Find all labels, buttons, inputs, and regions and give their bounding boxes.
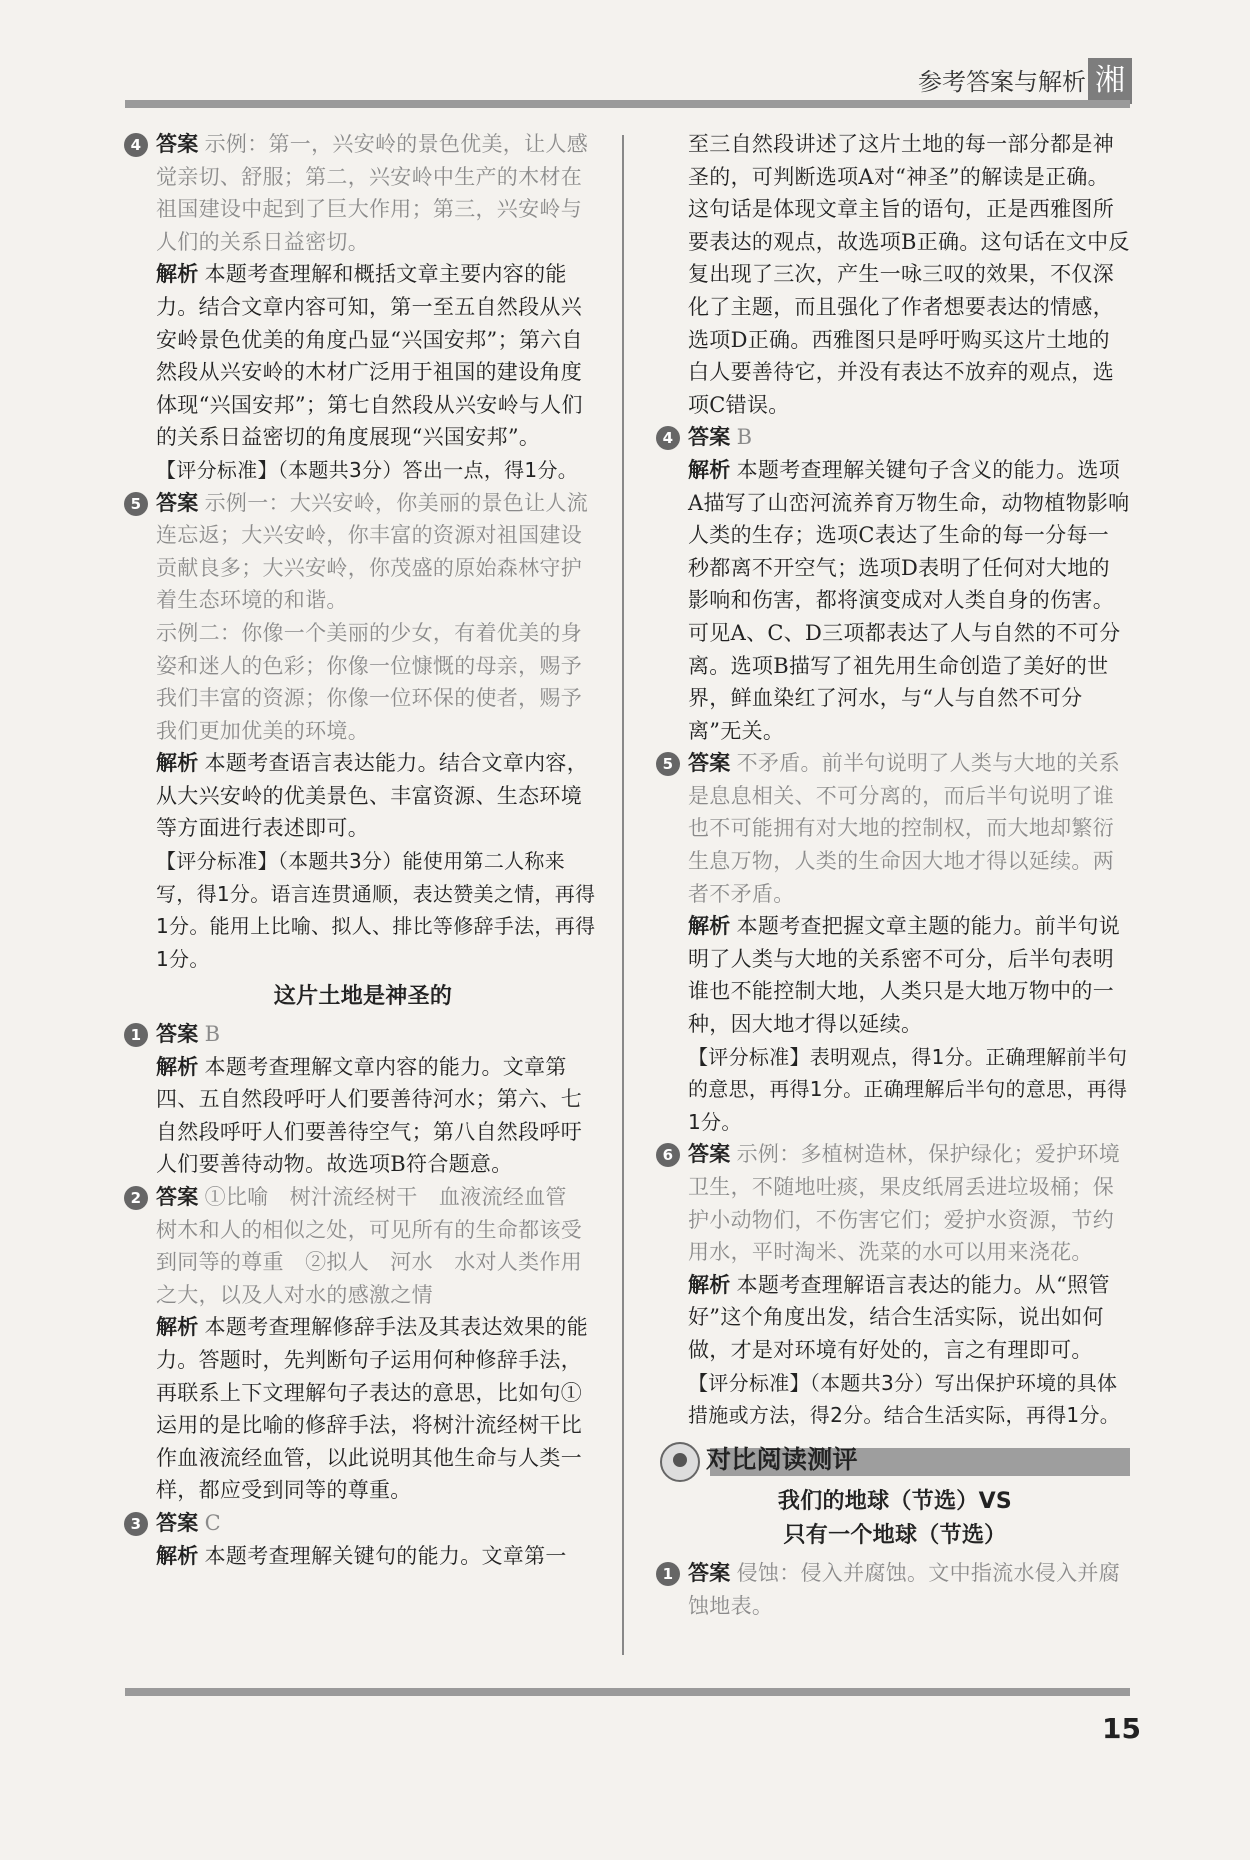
region-badge: 湘	[1088, 58, 1132, 104]
analysis-label: 解析	[156, 751, 199, 776]
comparison-banner	[660, 1442, 1130, 1482]
question-4-entry	[128, 128, 598, 487]
analysis-continued-text: 至三自然段讲述了这片土地的每一部分都是神圣的，可判断选项A对“神圣”的解读是正确。这句话是体现文章主旨的语句，正是西雅图所要表达的观点，故选项B正确。这句话在文中反复出现了三次，产生一咏三叹的效果，不仅深化了主题，而且强化了作者想要表达的情感，选项D正确。西雅图只是呼吁购买这片土地的白人要善待它，并没有表达不放弃的观点，选项C错误。	[688, 132, 1130, 417]
comparison-title-line-1: 我们的地球（节选）VS	[777, 1488, 1013, 1514]
scoring-standard: 【评分标准】（本题共3分）能使用第二人称来写，得1分。语言连贯通顺，表达赞美之情，再得1分。能用上比喻、拟人、排比等修辞手法，再得1分。	[156, 849, 596, 971]
scoring-standard: 【评分标准】表明观点，得1分。正确理解前半句的意思，再得1分。正确理解后半句的意思，再得1分。	[688, 1044, 1128, 1134]
comparison-question-1	[660, 1557, 1130, 1622]
question-number: 4	[124, 133, 148, 157]
section-question-2	[128, 1181, 598, 1507]
answer-label: 答案	[156, 1022, 199, 1047]
answer-label: 答案	[688, 1142, 731, 1167]
answer-label: 答案	[156, 1185, 199, 1209]
analysis-text: 本题考查理解文章内容的能力。文章第四、五自然段呼吁人们要善待河水；第六、七自然段呼吁人们要善待空气；第八自然段呼吁人们要善待动物。故选项B符合题意。	[156, 1054, 582, 1177]
question-3-continued	[660, 128, 1130, 421]
analysis-text: 本题考查理解和概括文章主要内容的能力。结合文章内容可知，第一至五自然段从兴安岭景色优美的角度凸显“兴国安邦”；第六自然段从兴安岭的木材广泛用于祖国的建设角度体现“兴国安邦”；第七自然段从兴安岭与人们的关系日益密切的角度展现“兴国安邦”。	[156, 262, 583, 450]
right-column	[660, 128, 1130, 1622]
question-number: 6	[656, 1143, 680, 1167]
section-question-6	[660, 1138, 1130, 1431]
answer-label: 答案	[156, 1510, 199, 1535]
analysis-label: 解析	[156, 1054, 199, 1079]
answer-label: 答案	[688, 1560, 731, 1585]
left-column	[128, 128, 598, 1572]
analysis-text: 本题考查把握文章主题的能力。前半句说明了人类与大地的关系密不可分，后半句表明谁也不能控制大地，人类只是大地万物中的一种，因大地才得以延续。	[688, 914, 1121, 1037]
answer-text: 示例：多植树造林，保护绿化；爱护环境卫生，不随地吐痰，果皮纸屑丢进垃圾桶；保护小动物们，不伤害它们；爱护水资源，节约用水，平时淘米、洗菜的水可以用来浇花。	[688, 1142, 1121, 1265]
reader-icon	[660, 1442, 700, 1482]
column-divider	[622, 135, 624, 1655]
section-question-4	[660, 421, 1130, 747]
answer-text: B	[204, 1022, 221, 1047]
question-number: 4	[656, 426, 680, 450]
analysis-text: 本题考查理解修辞手法及其表达效果的能力。答题时，先判断句子运用何种修辞手法，再联系上下文理解句子表达的意思，比如句①运用的是比喻的修辞手法，将树汁流经树干比作血液流经血管，以此说明其他生命与人类一样，都应受到同等的尊重。	[156, 1315, 589, 1503]
footer-rule	[125, 1688, 1130, 1696]
answer-label: 答案	[688, 751, 731, 776]
scoring-standard: 【评分标准】（本题共3分）写出保护环境的具体措施或方法，得2分。结合生活实际，再得1分。	[688, 1370, 1121, 1428]
question-5-entry	[128, 487, 598, 976]
answer-label: 答案	[156, 490, 199, 515]
section-title: 这片土地是神圣的	[273, 984, 453, 1010]
question-number: 3	[124, 1512, 148, 1536]
comparison-title-line-2: 只有一个地球（节选）	[783, 1523, 1007, 1549]
answer-text: 不矛盾。前半句说明了人类与大地的关系是息息相关、不可分离的，而后半句说明了谁也不可能拥有对大地的控制权，而大地却繁衍生息万物，人类的生命因大地才得以延续。两者不矛盾。	[688, 751, 1121, 906]
section-question-5	[660, 747, 1130, 1138]
answer-text: 侵蚀：侵入并腐蚀。文中指流水侵入并腐蚀地表。	[688, 1560, 1121, 1618]
answer-example-1: 示例一：大兴安岭，你美丽的景色让人流连忘返；大兴安岭，你丰富的资源对祖国建设贡献良多；大兴安岭，你茂盛的原始森林守护着生态环境的和谐。	[156, 490, 589, 613]
answer-text: B	[736, 425, 753, 450]
analysis-text: 本题考查语言表达能力。结合文章内容，从大兴安岭的优美景色、丰富资源、生态环境等方面进行表述即可。	[156, 751, 589, 841]
header-title: 参考答案与解析	[918, 68, 1086, 96]
scoring-standard: 【评分标准】（本题共3分）答出一点，得1分。	[156, 457, 579, 482]
answer-example-2: 示例二：你像一个美丽的少女，有着优美的身姿和迷人的色彩；你像一位慷慨的母亲，赐予我们丰富的资源；你像一位环保的使者，赐予我们更加优美的环境。	[156, 620, 582, 743]
analysis-label: 解析	[156, 1315, 199, 1340]
page-number: 15	[1102, 1712, 1141, 1745]
analysis-text: 本题考查理解关键句的能力。文章第一	[204, 1543, 567, 1568]
banner-title: 对比阅读测评	[706, 1444, 858, 1474]
answer-text: C	[204, 1510, 221, 1535]
answer-label: 答案	[688, 425, 731, 450]
analysis-label: 解析	[688, 914, 731, 939]
section-question-1	[128, 1018, 598, 1181]
question-number: 1	[656, 1562, 680, 1586]
question-number: 5	[124, 492, 148, 516]
analysis-label: 解析	[156, 1543, 199, 1568]
analysis-text: 本题考查理解语言表达的能力。从“照管好”这个角度出发，结合生活实际，说出如何做，才是对环境有好处的，言之有理即可。	[688, 1272, 1110, 1362]
answer-text: ①比喻 树汁流经树干 血液流经血管 树木和人的相似之处，可见所有的生命都该受到同等的尊重 ②拟人 河水 水对人类作用之大，以及人对水的感激之情	[156, 1185, 589, 1307]
question-number: 2	[124, 1186, 148, 1210]
analysis-label: 解析	[156, 262, 199, 287]
answer-label: 答案	[156, 132, 199, 156]
analysis-label: 解析	[688, 457, 731, 482]
answer-text: 示例：第一，兴安岭的景色优美，让人感觉亲切、舒服；第二，兴安岭中生产的木材在祖国建设中起到了巨大作用；第三，兴安岭与人们的关系日益密切。	[156, 132, 589, 254]
question-number: 5	[656, 752, 680, 776]
question-number: 1	[124, 1023, 148, 1047]
analysis-label: 解析	[688, 1272, 731, 1297]
header-rule	[125, 100, 1130, 108]
analysis-text: 本题考查理解关键句子含义的能力。选项A描写了山峦河流养育万物生命，动物植物影响人类的生存；选项C表达了生命的每一分每一秒都离不开空气；选项D表明了任何对大地的影响和伤害，都将演变成对人类自身的伤害。可见A、C、D三项都表达了人与自然的不可分离。选项B描写了祖先用生命创造了美好的世界，鲜血染红了河水，与“人与自然不可分离”无关。	[688, 457, 1130, 743]
section-question-3	[128, 1507, 598, 1572]
